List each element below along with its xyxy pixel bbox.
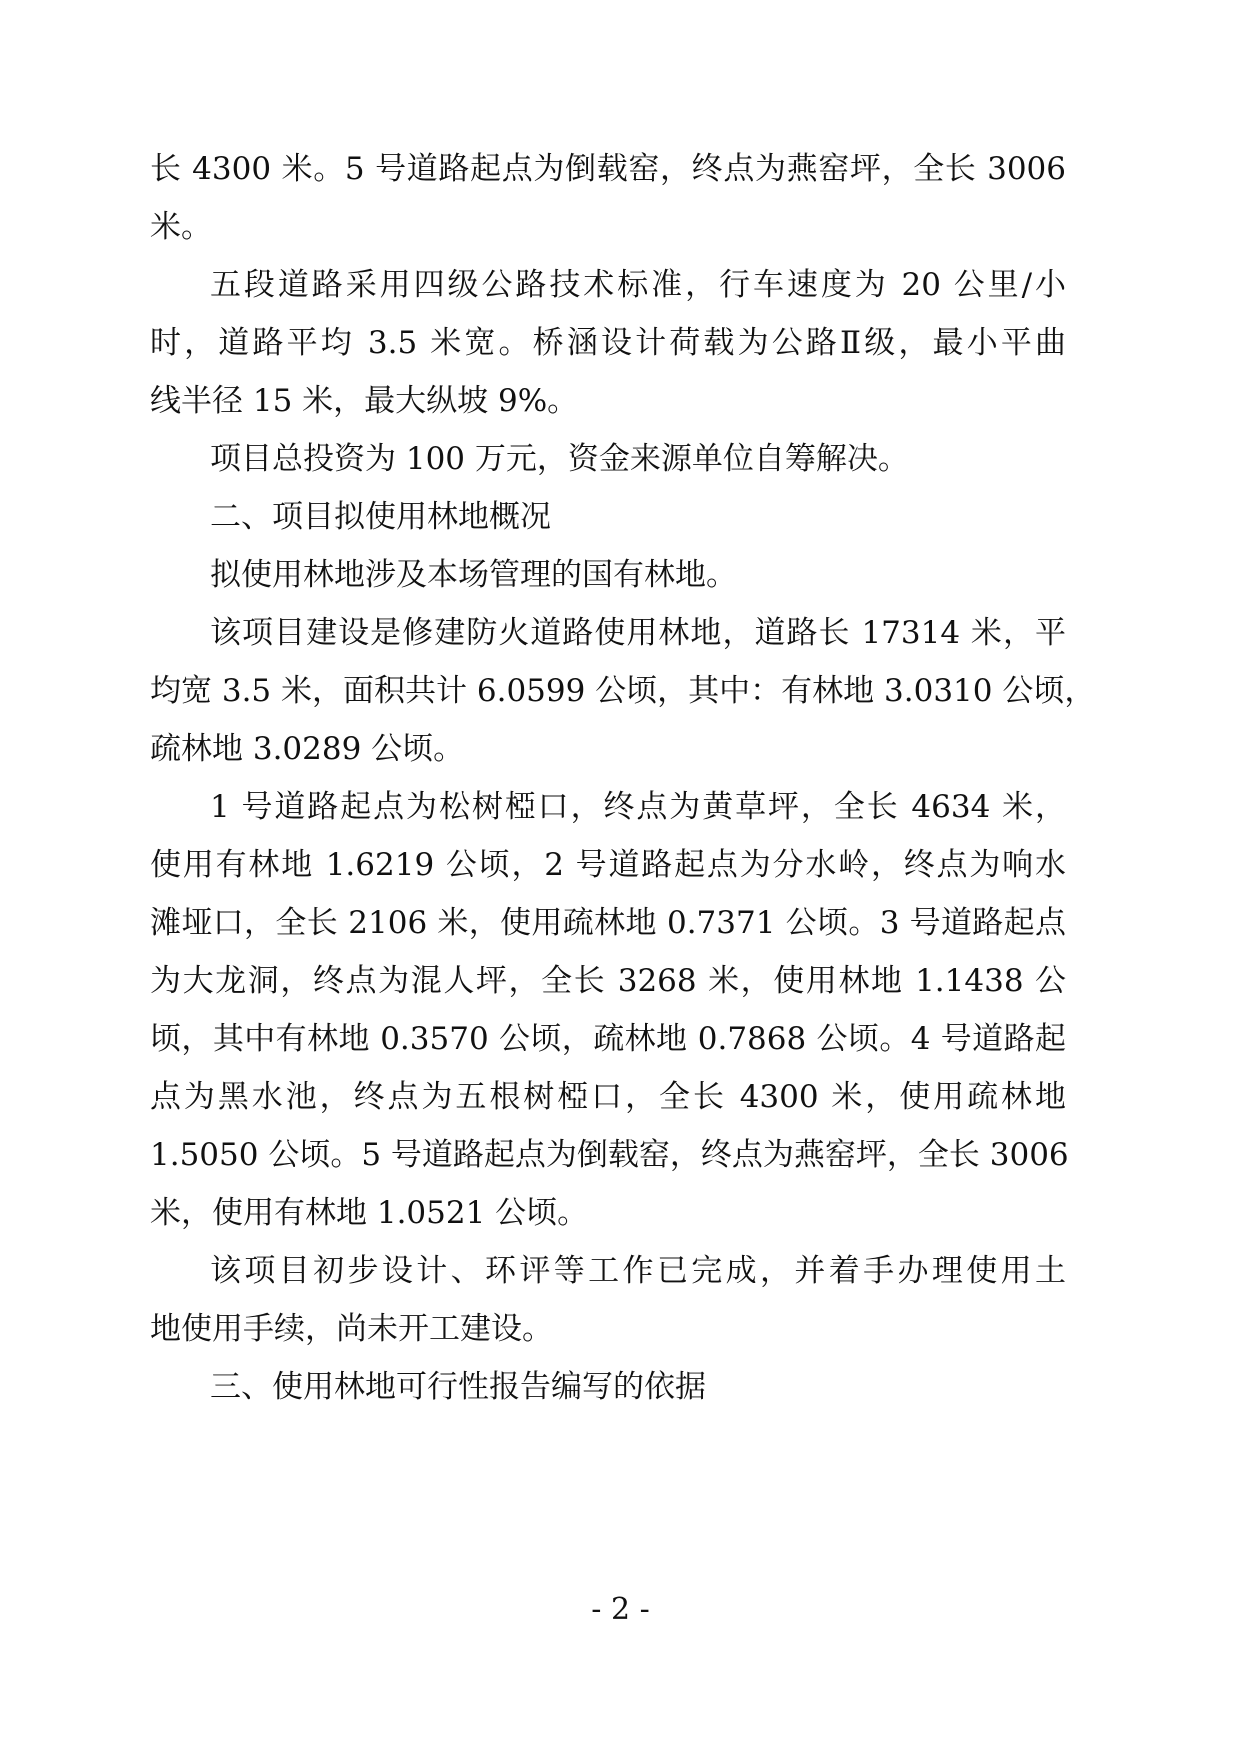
text-line-2: 米。 [150,209,212,245]
text-line-17: 点为黑水池，终点为五根树椏口，全长 4300 米，使用疏林地 [150,1079,1066,1115]
text-line-11: 疏林地 3.0289 公顷。 [150,731,465,767]
text-line-6: 项目总投资为 100 万元，资金来源单位自筹解决。 [210,441,909,477]
text-line-4: 时，道路平均 3.5 米宽。桥涵设计荷载为公路Ⅱ级，最小平曲 [150,325,1066,361]
text-line-1: 长 4300 米。5 号道路起点为倒载窑，终点为燕窑坪，全长 3006 [150,151,1066,187]
text-line-5: 线半径 15 米，最大纵坡 9%。 [150,383,579,419]
text-line-8: 拟使用林地涉及本场管理的国有林地。 [210,557,737,593]
text-line-20: 该项目初步设计、环评等工作已完成，并着手办理使用土 [210,1253,1066,1289]
text-line-9: 该项目建设是修建防火道路使用林地，道路长 17314 米，平 [210,615,1066,651]
text-line-3: 五段道路采用四级公路技术标准，行车速度为 20 公里/小 [210,267,1066,303]
section-heading-2: 二、项目拟使用林地概况 [210,499,551,535]
text-line-21: 地使用手续，尚未开工建设。 [150,1311,553,1347]
text-line-15: 为大龙洞，终点为混人坪，全长 3268 米，使用林地 1.1438 公 [150,963,1066,999]
text-line-19: 米，使用有林地 1.0521 公顷。 [150,1195,589,1231]
text-line-12: 1 号道路起点为松树椏口，终点为黄草坪，全长 4634 米， [210,789,1066,825]
text-line-13: 使用有林地 1.6219 公顷，2 号道路起点为分水岭，终点为响水 [150,847,1066,883]
section-heading-3: 三、使用林地可行性报告编写的依据 [210,1369,706,1405]
text-line-14: 滩垭口，全长 2106 米，使用疏林地 0.7371 公顷。3 号道路起点 [150,905,1066,941]
text-line-16: 顷，其中有林地 0.3570 公顷，疏林地 0.7868 公顷。4 号道路起 [150,1021,1066,1057]
text-line-10: 均宽 3.5 米，面积共计 6.0599 公顷，其中：有林地 3.0310 公顷， [150,673,1096,709]
page-number: - 2 - [591,1592,650,1627]
text-line-18: 1.5050 公顷。5 号道路起点为倒载窑，终点为燕窑坪，全长 3006 [150,1137,1069,1173]
